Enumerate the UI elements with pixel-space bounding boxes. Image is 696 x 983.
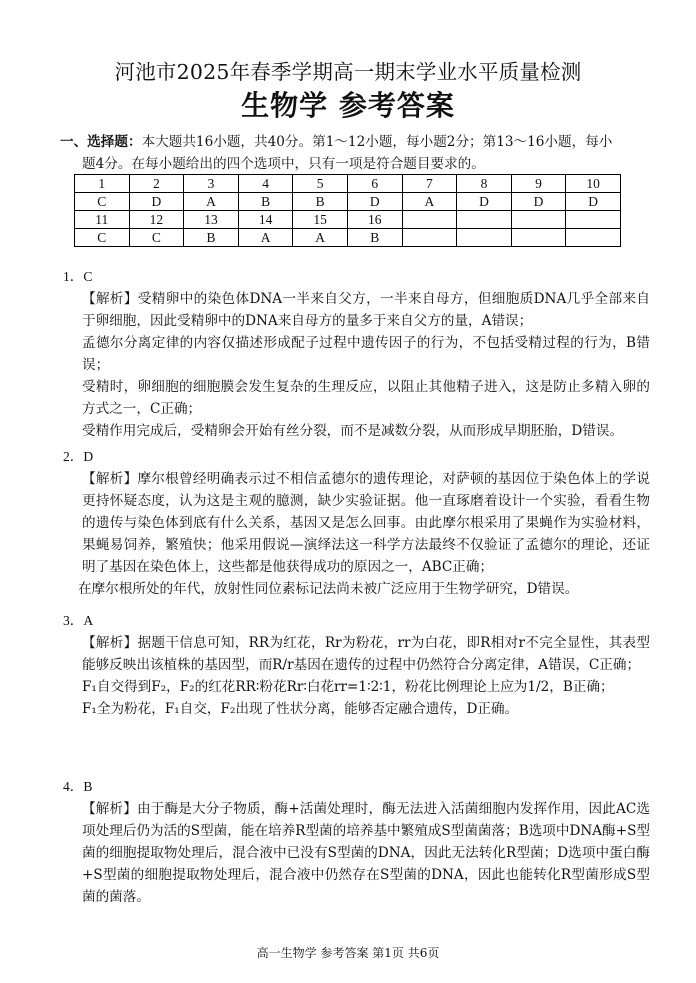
table-cell: 6	[347, 175, 402, 193]
table-row	[75, 193, 621, 211]
table-row	[75, 229, 621, 247]
table-row	[75, 175, 621, 193]
table-cell: A	[293, 229, 348, 247]
table-cell: A	[184, 193, 239, 211]
table-cell: 2	[129, 175, 184, 193]
page-footer: 高一生物学 参考答案 第1页 共6页	[256, 946, 440, 960]
table-cell	[511, 211, 566, 229]
table-cell: 16	[347, 211, 402, 229]
table-row	[75, 211, 621, 229]
table-cell: A	[402, 193, 457, 211]
table-cell: 14	[238, 211, 293, 229]
table-cell: 5	[293, 175, 348, 193]
table-cell: C	[75, 229, 130, 247]
item-number: 2．D	[63, 449, 94, 464]
section-text-1: 本大题共16小题，共40分。第1～12小题，每小题2分；第13～16小题，每小	[141, 134, 613, 150]
table-cell: D	[457, 193, 512, 211]
table-cell	[457, 211, 512, 229]
table-cell: B	[293, 193, 348, 211]
section-lead: 一、选择题：	[60, 134, 142, 150]
item-number: 3．A	[63, 613, 94, 628]
table-cell: B	[347, 229, 402, 247]
page-subtitle: 生物学 参考答案	[241, 89, 455, 122]
table-cell: 3	[184, 175, 239, 193]
page-title: 河池市2025年春季学期高一期末学业水平质量检测	[114, 60, 582, 84]
table-cell: C	[75, 193, 130, 211]
table-cell: 8	[457, 175, 512, 193]
item-paragraph: 【解析】摩尔根曾经明确表示过不相信孟德尔的遗传理论，对萨顿的基因位于染色体上的学说更持怀疑态度，认为这是主观的臆测，缺少实验证据。他一直琢磨着设计一个实验，看看生物的遗传与染色体到底有什么关系，基因又是怎么回事。由此摩尔根采用了果蝇作为实验材料，果蝇易饲养，繁殖快；他采用假说—演绎法这一科学方法最终不仅验证了孟德尔的理论，还证明了基因在染色体上，这些都是他获得成功的原因之一，ABC正确；	[82, 471, 650, 575]
table-cell	[566, 229, 621, 247]
table-cell: C	[129, 229, 184, 247]
table-cell: 12	[129, 211, 184, 229]
table-cell: D	[347, 193, 402, 211]
answer-table	[74, 174, 621, 247]
item-paragraph: 孟德尔分离定律的内容仅描述形成配子过程中遗传因子的行为，不包括受精过程的行为，B错误；	[82, 335, 650, 373]
table-cell: 1	[75, 175, 130, 193]
table-cell: D	[511, 193, 566, 211]
table-cell: 15	[293, 211, 348, 229]
answer-item-2	[60, 446, 650, 600]
table-cell: 7	[402, 175, 457, 193]
table-cell: D	[566, 193, 621, 211]
table-cell: B	[238, 193, 293, 211]
item-paragraph: 受精时，卵细胞的细胞膜会发生复杂的生理反应，以阻止其他精子进入，这是防止多精入卵的方式之一，C正确；	[82, 379, 650, 417]
table-cell: B	[184, 229, 239, 247]
item-number: 1．C	[63, 269, 93, 284]
table-cell: 13	[184, 211, 239, 229]
table-cell	[402, 211, 457, 229]
section-instructions	[60, 131, 650, 175]
section-text-2: 题4分。在每小题给出的四个选项中，只有一项是符合题目要求的。	[82, 156, 485, 172]
table-cell: A	[238, 229, 293, 247]
table-cell	[511, 229, 566, 247]
table-cell: 9	[511, 175, 566, 193]
item-paragraph: F₁自交得到F₂，F₂的红花RR∶粉花Rr∶白花rr=1∶2∶1，粉花比例理论上应为1/2，B正确；	[82, 679, 614, 695]
answer-item-4	[60, 776, 650, 908]
item-paragraph: F₁全为粉花，F₁自交，F₂出现了性状分离，能够否定融合遗传，D正确。	[82, 701, 519, 717]
table-cell: 4	[238, 175, 293, 193]
table-cell: 10	[566, 175, 621, 193]
answer-item-1	[60, 266, 650, 442]
item-paragraph: 受精作用完成后，受精卵会开始有丝分裂，而不是减数分裂，从而形成早期胚胎，D错误。	[82, 423, 624, 439]
item-paragraph: 【解析】据题干信息可知，RR为红花，Rr为粉花，rr为白花，即R相对r不完全显性，其表型能够反映出该植株的基因型，而R/r基因在遗传的过程中仍然符合分离定律，A错误，C正确；	[82, 635, 650, 673]
table-cell	[457, 229, 512, 247]
table-cell: D	[129, 193, 184, 211]
table-cell	[566, 211, 621, 229]
item-paragraph: 【解析】受精卵中的染色体DNA一半来自父方，一半来自母方，但细胞质DNA几乎全部来自于卵细胞，因此受精卵中的DNA来自母方的量多于来自父方的量，A错误；	[82, 291, 650, 329]
table-cell	[402, 229, 457, 247]
item-paragraph: 在摩尔根所处的年代，放射性同位素标记法尚未被广泛应用于生物学研究，D错误。	[78, 581, 579, 597]
item-paragraph: 【解析】由于酶是大分子物质，酶+活菌处理时，酶无法进入活菌细胞内发挥作用，因此AC选项处理后仍为活的S型菌，能在培养R型菌的培养基中繁殖成S型菌菌落；B选项中DNA酶+S型菌的细胞提取物处理后，混合液中已没有S型菌的DNA，因此无法转化R型菌；D选项中蛋白酶+S型菌的细胞提取物处理后，混合液中仍然存在S型菌的DNA，因此也能转化R型菌形成S型菌的菌落。	[82, 801, 650, 905]
item-number: 4．B	[63, 779, 93, 794]
table-cell: 11	[75, 211, 130, 229]
answer-item-3	[60, 610, 650, 720]
